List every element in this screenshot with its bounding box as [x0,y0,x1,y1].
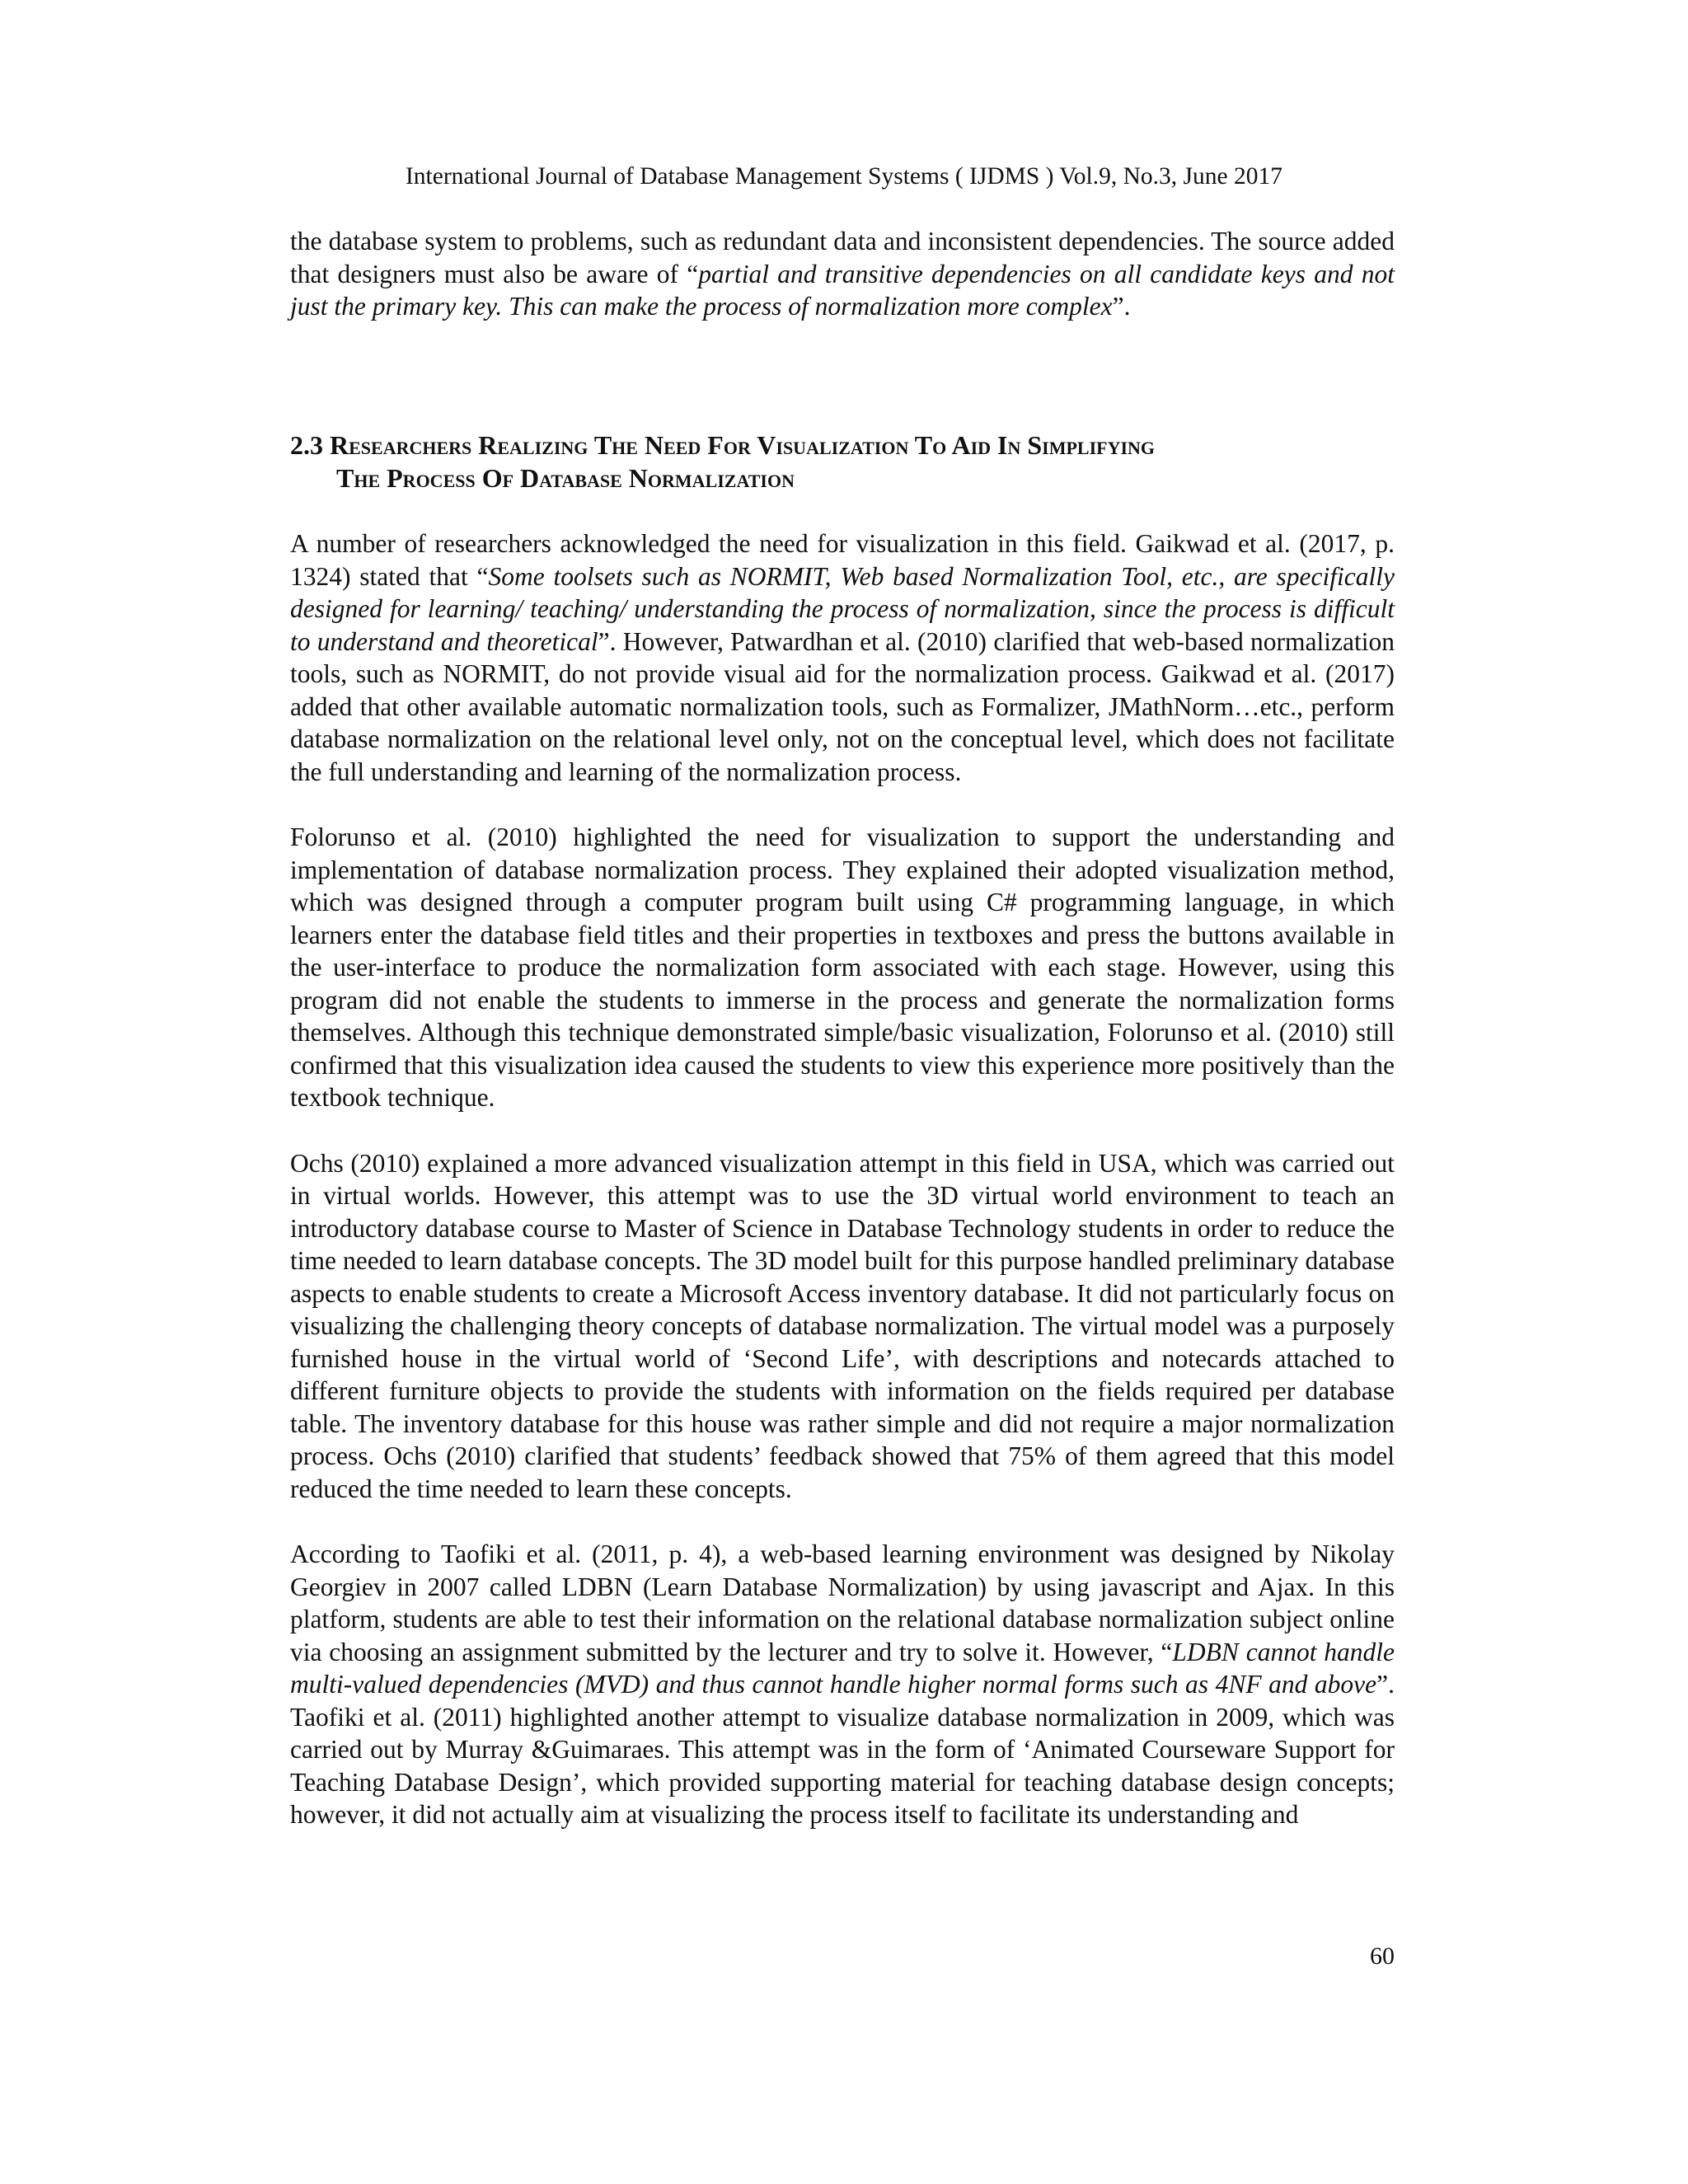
p4-quote: LDBN cannot handle multi-valued dependencies (MVD) and thus cannot handle higher normal forms such as 4NF and above [290,1637,1395,1699]
running-header: International Journal of Database Management Systems ( IJDMS ) Vol.9, No.3, June 2017 [405,163,1283,190]
section-number: 2.3 [290,430,323,460]
intro-text-b: ”. [1112,292,1131,321]
p1-text-a: A number of researchers acknowledged the need for visualization in this field. Gaikwad et al. (2017, p. 1324) stated that “ [290,529,1395,591]
intro-paragraph-block [290,225,1395,323]
page-number: 60 [1370,1943,1395,1970]
p1-quote: Some toolsets such as NORMIT, Web based Normalization Tool, etc., are specifically designed for learning/ teaching/ understanding the process of normalization, since the process is difficult to understand and theoretical [290,561,1395,656]
section-title-line1: Researchers Realizing The Need For Visualization To Aid In Simplifying [330,430,1156,460]
paragraph-1 [290,527,1395,788]
p4-text-b: ”. Taofiki et al. (2011) highlighted another attempt to visualize database normalization in 2009, which was carried out by Murray &Guimaraes. This attempt was in the form of ‘Animated Courseware Support for Teaching Database Design’, which provided supporting material for teaching database design concepts; however, it did not actually aim at visualizing the process itself to facilitate its understanding and [290,1670,1395,1829]
p1-text-b: ”. However, Patwardhan et al. (2010) clarified that web-based normalization tools, such as NORMIT, do not provide visual aid for the normalization process. Gaikwad et al. (2017) added that other available automatic normalization tools, such as Formalizer, JMathNorm…etc., perform database normalization on the relational level only, not on the conceptual level, which does not facilitate the full understanding and learning of the normalization process. [290,626,1395,786]
intro-text-a: the database system to problems, such as redundant data and inconsistent dependencies. The source added that designers must also be aware of “ [290,227,1395,288]
section-title-line2: The Process Of Database Normalization [336,463,795,493]
p4-text-a: According to Taofiki et al. (2011, p. 4), a web-based learning environment was designed by Nikolay Georgiev in 2007 called LDBN (Learn Database Normalization) by using javascript and Ajax. In this platform, students are able to test their information on the relational database normalization subject online via choosing an assignment submitted by the lecturer and try to solve it. However, “ [290,1540,1395,1666]
section-heading [290,429,1395,494]
paragraph-4 [290,1538,1395,1831]
intro-quote: partial and transitive dependencies on all candidate keys and not just the primary key. This can make the process of normalization more complex [290,259,1395,321]
main-body [290,527,1395,1831]
intro-paragraph [290,225,1395,323]
paragraph-2: Folorunso et al. (2010) highlighted the need for visualization to support the understanding and implementation of database normalization process. They explained their adopted visualization method, which was designed through a computer program built using C# programming language, in which learners enter the database field titles and their properties in textboxes and press the buttons available in the user-interface to produce the normalization form associated with each stage. However, using this program did not enable the students to immerse in the process and generate the normalization forms themselves. Although this technique demonstrated simple/basic visualization, Folorunso et al. (2010) still confirmed that this visualization idea caused the students to view this experience more positively than the textbook technique. [290,823,1395,1112]
paragraph-3: Ochs (2010) explained a more advanced visualization attempt in this field in USA, which was carried out in virtual worlds. However, this attempt was to use the 3D virtual world environment to teach an introductory database course to Master of Science in Database Technology students in order to reduce the time needed to learn database concepts. The 3D model built for this purpose handled preliminary database aspects to enable students to create a Microsoft Access inventory database. It did not particularly focus on visualizing the challenging theory concepts of database normalization. The virtual model was a purposely furnished house in the virtual world of ‘Second Life’, with descriptions and notecards attached to different furniture objects to provide the students with information on the fields required per database table. The inventory database for this house was rather simple and did not require a major normalization process. Ochs (2010) clarified that students’ feedback showed that 75% of them agreed that this model reduced the time needed to learn these concepts. [290,1148,1395,1503]
